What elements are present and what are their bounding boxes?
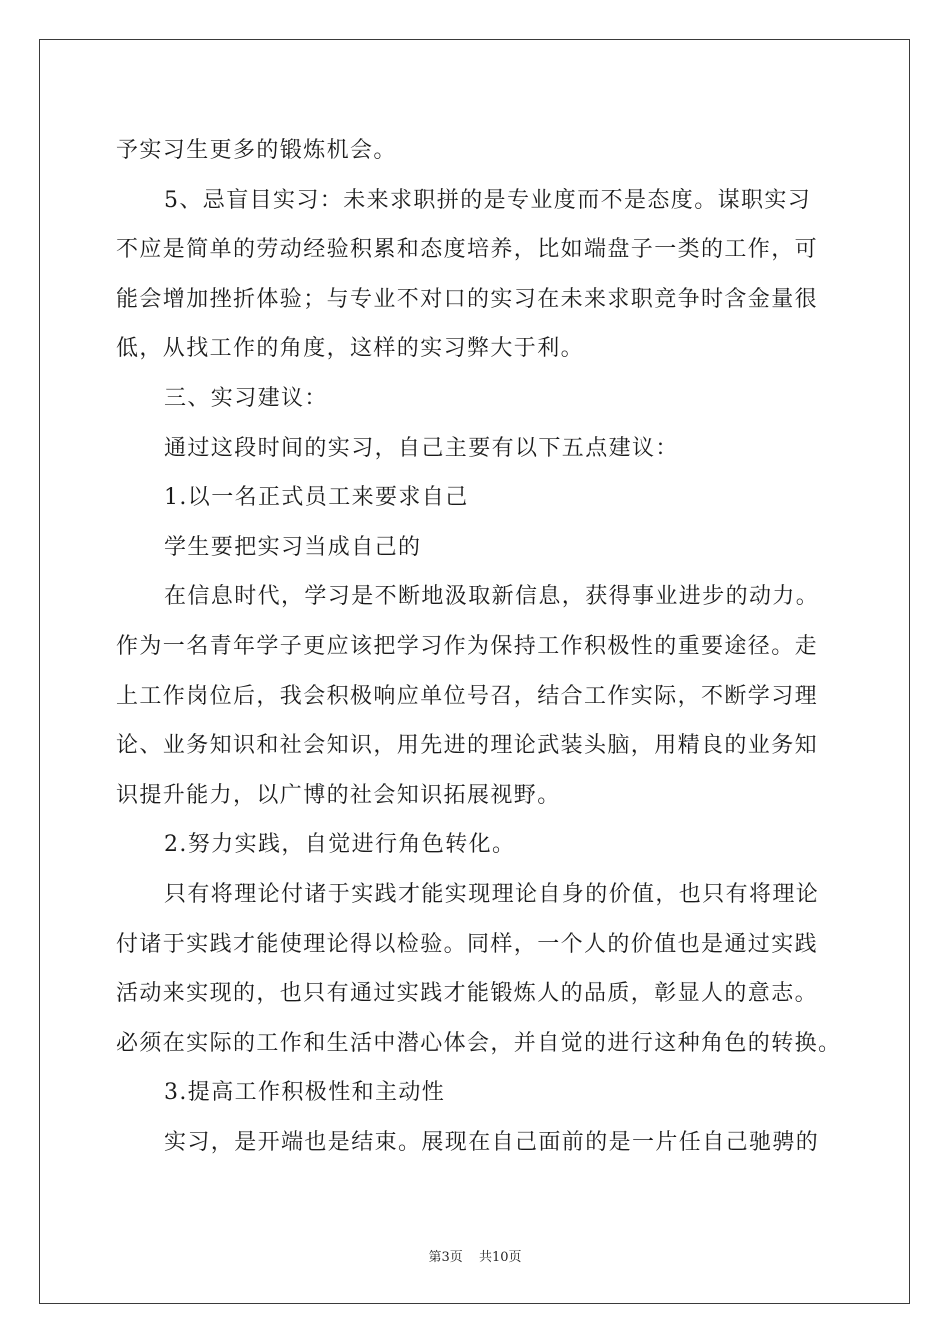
page-total: 共10页 <box>478 1250 522 1265</box>
paragraph-line: 不应是简单的劳动经验积累和态度培养，比如端盘子一类的工作，可 <box>116 237 819 263</box>
subheading: 1.以一名正式员工来要求自己 <box>164 485 469 511</box>
paragraph-line: 在信息时代，学习是不断地汲取新信息，获得事业进步的动力。 <box>164 584 820 610</box>
section-heading: 三、实习建议： <box>164 385 328 411</box>
paragraph-line: 只有将理论付诸于实践才能实现理论自身的价值，也只有将理论 <box>164 881 820 907</box>
paragraph-line: 5、忌盲目实习：未来求职拼的是专业度而不是态度。谋职实习 <box>164 187 812 213</box>
document-body <box>116 126 841 1167</box>
paragraph-line: 实习，是开端也是结束。展现在自己面前的是一片任自己驰骋的 <box>164 1129 820 1155</box>
subheading: 2.努力实践，自觉进行角色转化。 <box>164 832 516 858</box>
paragraph-line: 予实习生更多的锻炼机会。 <box>116 138 397 163</box>
paragraph-line: 付诸于实践才能使理论得以检验。同样，一个人的价值也是通过实践 <box>116 931 819 957</box>
paragraph-line: 活动来实现的，也只有通过实践才能锻炼人的品质，彰显人的意志。 <box>116 981 819 1007</box>
page-footer <box>0 1246 950 1265</box>
paragraph-line: 学生要把实习当成自己的 <box>164 534 422 560</box>
page-number: 第3页 <box>428 1250 463 1265</box>
paragraph-line: 上工作岗位后，我会积极响应单位号召，结合工作实际，不断学习理 <box>116 683 819 709</box>
paragraph-line: 识提升能力，以广博的社会知识拓展视野。 <box>116 782 561 808</box>
subheading: 3.提高工作积极性和主动性 <box>164 1080 446 1106</box>
paragraph-line: 通过这段时间的实习，自己主要有以下五点建议： <box>164 435 679 461</box>
paragraph-line: 必须在实际的工作和生活中潜心体会，并自觉的进行这种角色的转换。 <box>116 1030 842 1056</box>
paragraph-line: 能会增加挫折体验；与专业不对口的实习在未来求职竞争时含金量很 <box>116 286 819 312</box>
paragraph-line: 论、业务知识和社会知识，用先进的理论武装头脑，用精良的业务知 <box>116 733 819 759</box>
paragraph-line: 作为一名青年学子更应该把学习作为保持工作积极性的重要途径。走 <box>116 633 819 659</box>
paragraph-line: 低，从找工作的角度，这样的实习弊大于利。 <box>116 336 585 362</box>
